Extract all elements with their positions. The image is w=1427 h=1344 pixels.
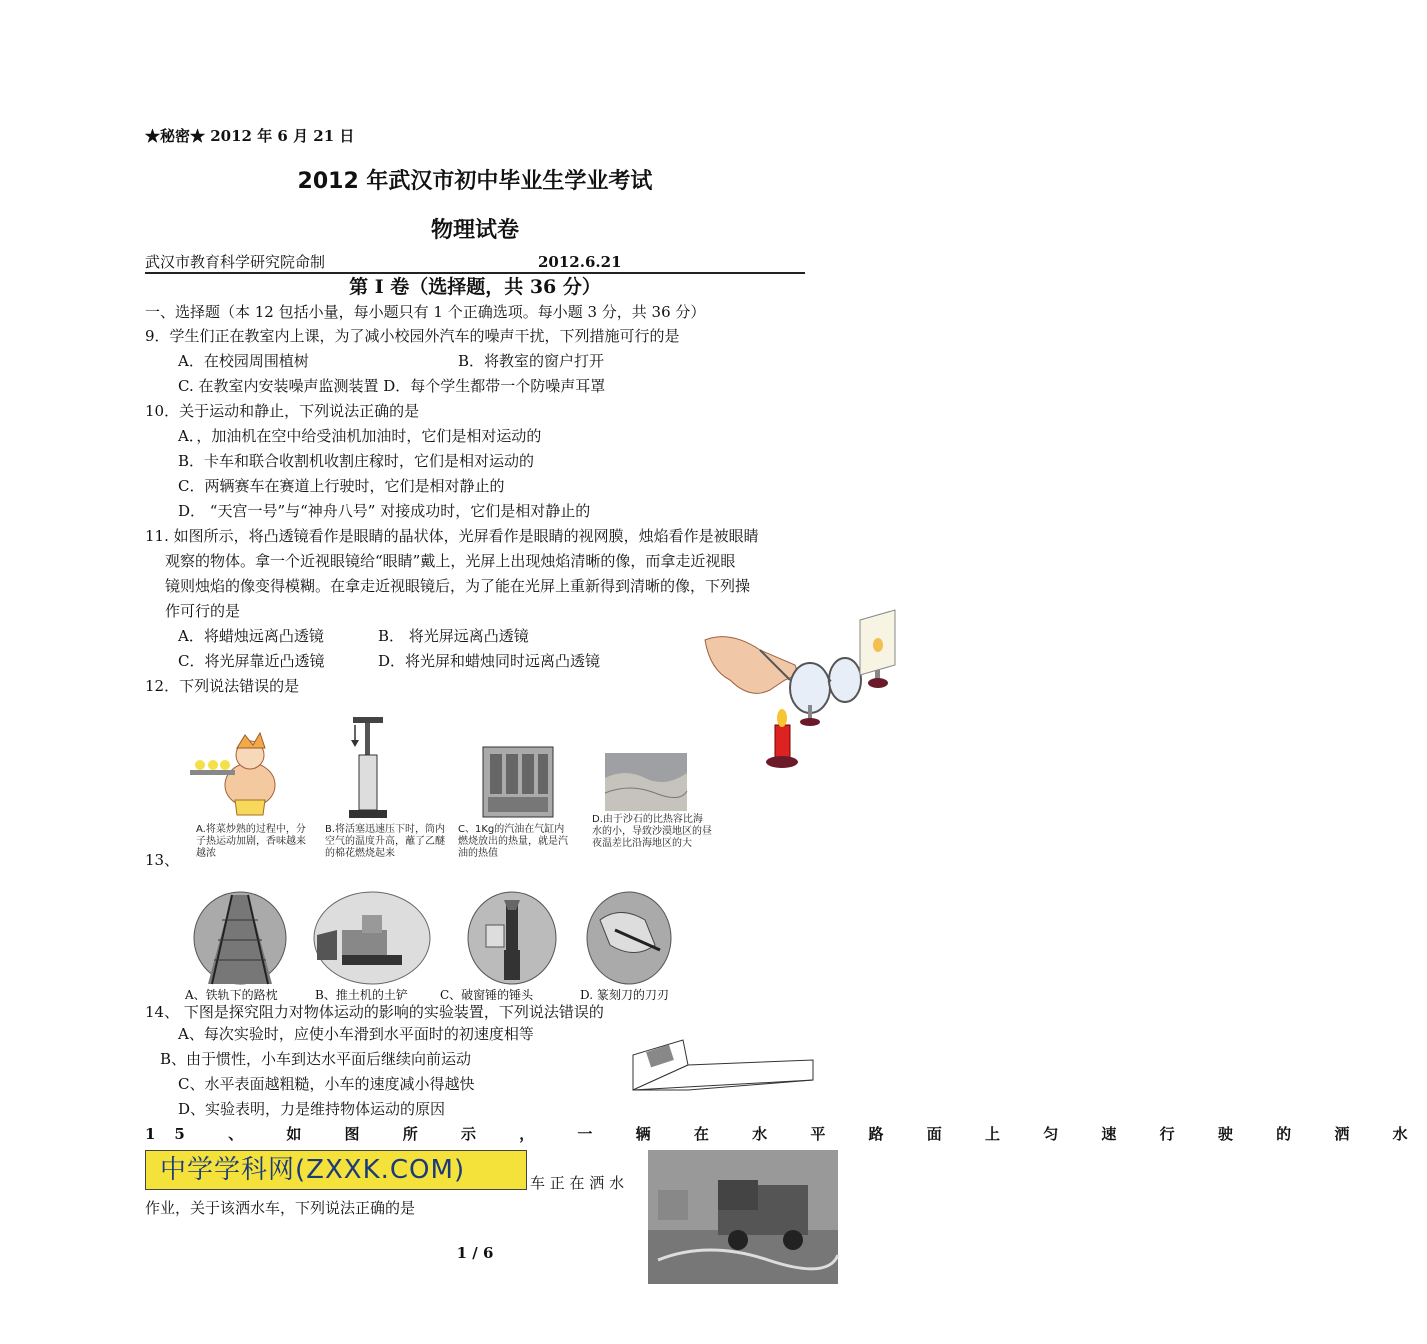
- secret-date-line: ★秘密★ 2012 年 6 月 21 日: [145, 127, 355, 145]
- q11-line2: 观察的物体。拿一个近视眼镜给“眼睛”戴上，光屏上出现烛焰清晰的像，而拿走近视眼: [165, 552, 736, 570]
- q9-option-b: B．将教室的窗户打开: [458, 352, 605, 370]
- q10-option-b: B．卡车和联合收割机收割庄稼时，它们是相对运动的: [178, 452, 535, 470]
- q10-option-c: C．两辆赛车在赛道上行驶时，它们是相对静止的: [178, 477, 505, 495]
- q15-water-truck-figure: [648, 1150, 838, 1284]
- q10-stem: 10．关于运动和静止，下列说法正确的是: [145, 402, 420, 420]
- q14-stem: 14、 下图是探究阻力对物体运动的影响的实验装置，下列说法错误的: [145, 1003, 604, 1021]
- q12-piston-figure: [335, 715, 395, 825]
- q15-line2-tail: 车 正 在 洒 水: [530, 1174, 625, 1192]
- q12-stem: 12．下列说法错误的是: [145, 677, 300, 695]
- q13-caption-b: B、推土机的土铲: [315, 988, 408, 1002]
- q14-option-c: C、水平表面越粗糙，小车的速度减小得越快: [178, 1075, 475, 1093]
- q9-option-cd: C. 在教室内安装噪声监测装置 D．每个学生都带一个防噪声耳罩: [178, 377, 606, 395]
- q13-caption-d: D. 篆刻刀的刀刃: [580, 988, 669, 1002]
- q13-bulldozer-figure: [312, 890, 432, 986]
- q13-caption-c: C、破窗锤的锤头: [440, 988, 534, 1002]
- q12-caption-d: D.由于沙石的比热容比海水的小，导致沙漠地区的昼夜温差比沿海地区的大: [592, 814, 712, 849]
- q11-option-d: D．将光屏和蜡烛同时远离凸透镜: [378, 652, 601, 670]
- q11-option-b: B． 将光屏远离凸透镜: [378, 627, 529, 645]
- q12-caption-c: C、1Kg的汽油在气缸内燃烧放出的热量，就是汽油的热值: [458, 824, 568, 859]
- q11-line4: 作可行的是: [165, 602, 241, 620]
- q15-line1: 15 、 如 图 所 示 ， 一 辆 在 水 平 路 面 上 匀 速 行 驶 的 洒 水: [145, 1125, 1427, 1143]
- issue-date: 2012.6.21: [538, 253, 622, 271]
- exam-title: 2012 年武汉市初中毕业生学业考试: [297, 169, 653, 194]
- section-instruction: 一、选择题（本 12 包括小量，每小题只有 1 个正确选项。每小题 3 分，共 36 分）: [145, 303, 706, 321]
- header-rule: [145, 272, 805, 274]
- issuer: 武汉市教育科学研究院命制: [145, 253, 326, 271]
- q14-ramp-experiment-figure: [628, 1030, 818, 1095]
- exam-subtitle: 物理试卷: [430, 218, 519, 243]
- q13-railway-figure: [192, 890, 288, 986]
- q10-option-a: A．，加油机在空中给受油机加油时，它们是相对运动的: [178, 427, 542, 445]
- q14-option-a: A、每次实验时，应使小车滑到水平面时的初速度相等: [178, 1025, 534, 1043]
- q9-option-a: A．在校园周围植树: [178, 352, 309, 370]
- q13-label: 13、: [145, 851, 180, 869]
- q12-cooking-figure: [185, 730, 295, 820]
- q15-line3: 作业，关于该洒水车，下列说法正确的是: [145, 1199, 416, 1217]
- q13-caption-a: A、铁轨下的路枕: [185, 988, 278, 1002]
- page-number: 1 / 6: [456, 1244, 494, 1262]
- q11-lens-experiment-figure: [700, 610, 940, 780]
- q11-option-a: A．将蜡烛远离凸透镜: [178, 627, 324, 645]
- q11-line3: 镜则烛焰的像变得模糊。在拿走近视眼镜后，为了能在光屏上重新得到清晰的像，下列操: [165, 577, 751, 595]
- q14-option-b: B、由于惯性，小车到达水平面后继续向前运动: [160, 1050, 472, 1068]
- q14-option-d: D、实验表明，力是维持物体运动的原因: [178, 1100, 446, 1118]
- q13-carving-knife-figure: [585, 890, 673, 986]
- q9-stem: 9．学生们正在教室内上课，为了减小校园外汽车的噪声干扰，下列措施可行的是: [145, 327, 680, 345]
- section-title: 第 I 卷（选择题，共 36 分）: [349, 276, 601, 298]
- q11-line1: 11. 如图所示，将凸透镜看作是眼睛的晶状体，光屏看作是眼睛的视网膜，烛焰看作是被眼睛: [145, 527, 759, 545]
- zxxk-watermark: 中学学科网(ZXXK.COM): [145, 1150, 527, 1190]
- q10-option-d: D． “天宫一号”与“神舟八号” 对接成功时，它们是相对静止的: [178, 502, 591, 520]
- q12-engine-figure: [478, 742, 558, 822]
- q13-hammer-figure: [466, 890, 558, 986]
- q12-caption-b: B.将活塞迅速压下时，筒内空气的温度升高，蘸了乙醚的棉花燃烧起来: [325, 824, 446, 859]
- q12-caption-a: A.将菜炒熟的过程中，分子热运动加剧，香味越来越浓: [196, 824, 306, 859]
- q12-desert-figure: [605, 753, 687, 811]
- q11-option-c: C．将光屏靠近凸透镜: [178, 652, 325, 670]
